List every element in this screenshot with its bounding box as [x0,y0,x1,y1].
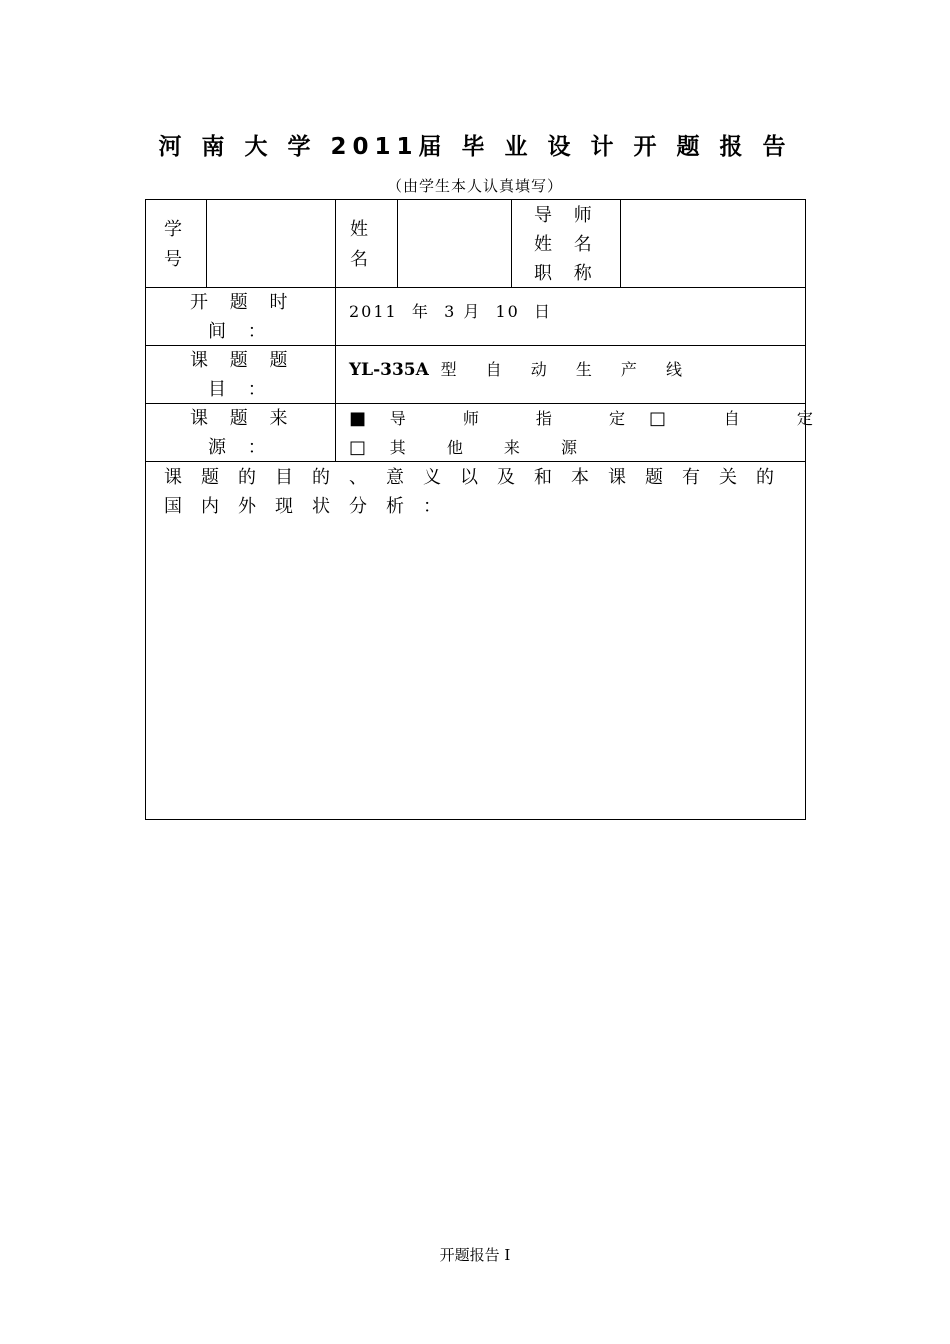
advisor-label: 导 师 [534,205,600,226]
topic-description: 型 自 动 生 产 线 [440,360,694,379]
topic-source-label: 课 题 来 [190,408,296,429]
topic-model: YL-335A [349,360,429,380]
col-divider [206,200,207,287]
unchecked-box-icon: □ [349,437,367,458]
col-divider [397,200,398,287]
analysis-prompt: 国内外现状分析： [164,496,460,517]
col-divider [620,200,621,287]
student-id-label: 号 [164,249,182,270]
source-option-self[interactable] [649,404,839,433]
name-label: 姓 [350,219,368,240]
source-option-advisor[interactable] [349,404,651,433]
source-option-other[interactable] [349,433,595,462]
advisor-label: 姓 名 [534,234,600,255]
advisor-label: 职 称 [534,263,600,284]
source-option-label: 自 定 [723,409,839,428]
unchecked-box-icon: □ [649,408,667,429]
start-date-label: 间 ： [208,321,274,342]
topic-title-value[interactable] [349,355,694,385]
name-label: 名 [350,249,368,270]
page-subtitle: （由学生本人认真填写） [386,177,563,195]
start-date-label: 开 题 时 [190,292,296,313]
start-date-value[interactable]: 2011 年 3 月 10 日 [349,302,553,321]
source-option-label: 其 他 来 源 [389,438,596,457]
topic-title-label: 目 ： [208,379,274,400]
analysis-prompt: 课题的目的、意义以及和本课题有关的 [164,467,793,488]
source-option-label: 导 师 指 定 [389,409,652,428]
checked-box-icon: ■ [349,408,367,429]
col-divider [511,200,512,287]
topic-title-label: 课 题 题 [190,350,296,371]
col-divider [335,200,336,461]
student-id-label: 学 [164,219,182,240]
proposal-form-table [145,199,839,820]
page-footer: 开题报告 I [439,1246,511,1264]
page-title: 河 南 大 学 2011届 毕 业 设 计 开 题 报 告 [158,134,792,160]
topic-source-label: 源 ： [208,437,274,458]
analysis-text-area[interactable] [146,522,805,819]
